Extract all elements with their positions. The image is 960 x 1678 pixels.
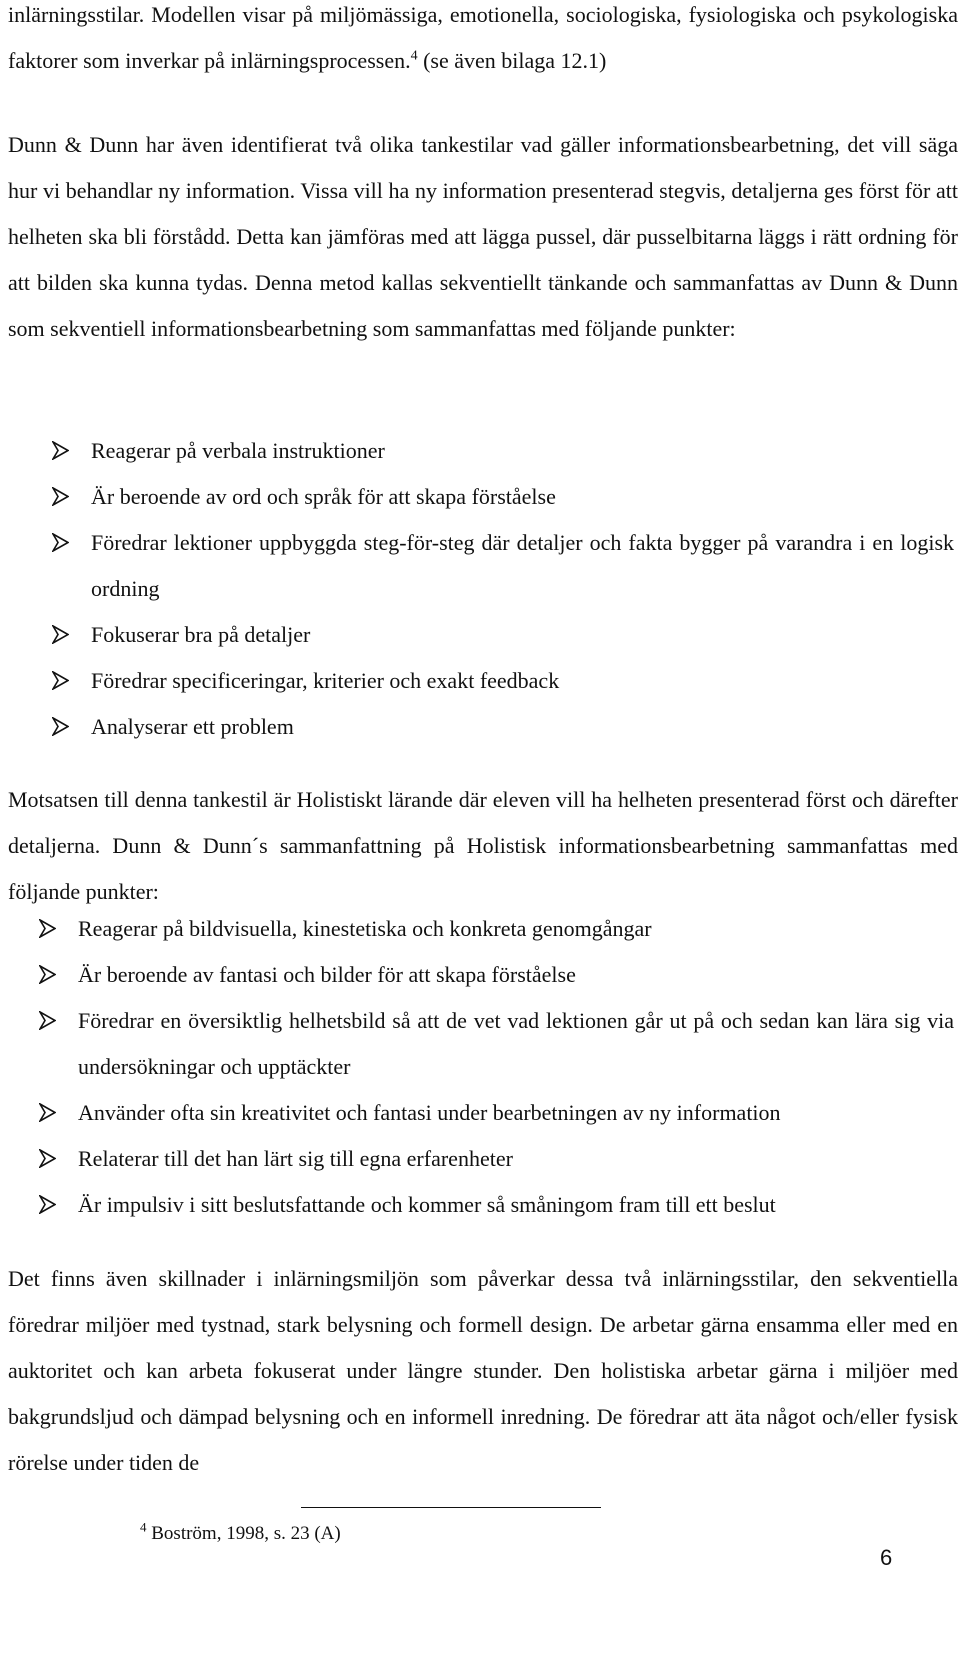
list-item-text: Är impulsiv i sitt beslutsfattande och kommer så småningom fram till ett beslut (78, 1192, 776, 1217)
list-item (0, 1182, 954, 1228)
arrowhead-bullet-icon (39, 1136, 63, 1182)
arrowhead-bullet-icon (52, 428, 76, 474)
list-item (0, 952, 954, 998)
footnote-separator (301, 1507, 601, 1508)
paragraph-2: Dunn & Dunn har även identifierat två olika tankestilar vad gäller informationsbearbetning, det vill säga hur vi behandlar ny information. Vissa vill ha ny information presenterad stegvis, detaljerna ges först för att helheten ska bli förstådd. Detta kan jämföras med att lägga pussel, där pusselbitarna läggs i rätt ordning för att bilden ska kunna tydas. Denna metod kallas sekventiellt tänkande och sammanfattas av Dunn & Dunn som sekventiell informationsbearbetning som sammanfattas med följande punkter: (8, 132, 958, 341)
list-item (0, 658, 954, 704)
arrowhead-bullet-icon (39, 952, 63, 998)
arrowhead-bullet-icon (52, 474, 76, 520)
list-item (0, 474, 954, 520)
arrowhead-bullet-icon (52, 704, 76, 750)
list-item (0, 998, 954, 1090)
arrowhead-bullet-icon (39, 1182, 63, 1228)
arrowhead-bullet-icon (39, 906, 63, 952)
arrowhead-bullet-icon (39, 1090, 63, 1136)
list-item-text: Fokuserar bra på detaljer (91, 622, 311, 647)
list-item-text: Reagerar på verbala instruktioner (91, 438, 385, 463)
list-item-text: Relaterar till det han lärt sig till egna erfarenheter (78, 1146, 513, 1171)
paragraph-3: Motsatsen till denna tankestil är Holistiskt lärande där eleven vill ha helheten presenterad först och därefter detaljerna. Dunn & Dunn´s sammanfattning på Holistisk informationsbearbetning sammanfattas med följande punkter: (8, 787, 958, 904)
holistic-processing-list (0, 906, 960, 1228)
arrowhead-bullet-icon (39, 998, 63, 1044)
sequential-processing-list (0, 428, 960, 750)
list-item (0, 704, 954, 750)
footnote-reference[interactable]: 4 (410, 48, 418, 64)
list-item-text: Är beroende av ord och språk för att skapa förståelse (91, 484, 556, 509)
list-item-text: Använder ofta sin kreativitet och fantasi under bearbetningen av ny information (78, 1100, 781, 1125)
arrowhead-bullet-icon (52, 520, 76, 566)
footnote-text: Boström, 1998, s. 23 (A) (151, 1523, 341, 1544)
footnote-marker: 4 (140, 1519, 147, 1535)
list-item (0, 428, 954, 474)
paragraph-1-text: inlärningsstilar. Modellen visar på miljömässiga, emotionella, sociologiska, fysiologiska och psykologiska faktorer som inverkar på inlärningsprocessen. (8, 2, 958, 73)
paragraph-1 (8, 0, 958, 84)
list-item (0, 906, 954, 952)
footnote (140, 1520, 341, 1548)
list-item-text: Reagerar på bildvisuella, kinestetiska och konkreta genomgångar (78, 916, 652, 941)
list-item-text: Föredrar specificeringar, kriterier och exakt feedback (91, 668, 560, 693)
list-item (0, 1136, 954, 1182)
list-item-text: Är beroende av fantasi och bilder för att skapa förståelse (78, 962, 576, 987)
list-item-text: Föredrar en översiktlig helhetsbild så att de vet vad lektionen går ut på och sedan kan lära sig via undersökningar och upptäckter (78, 1008, 954, 1079)
paragraph-4: Det finns även skillnader i inlärningsmiljön som påverkar dessa två inlärningsstilar, den sekventiella föredrar miljöer med tystnad, stark belysning och formell design. De arbetar gärna ensamma eller med en auktoritet och kan arbeta fokuserat under längre stunder. Den holistiska arbetar gärna i miljöer med bakgrundsljud och dämpad belysning och en informell inredning. De föredrar att äta något och/eller fysisk rörelse under tiden de (8, 1266, 958, 1475)
list-item-text: Analyserar ett problem (91, 714, 294, 739)
list-item (0, 1090, 954, 1136)
list-item-text: Föredrar lektioner uppbyggda steg-för-steg där detaljer och fakta bygger på varandra i en logisk ordning (91, 530, 954, 601)
arrowhead-bullet-icon (52, 612, 76, 658)
list-item (0, 612, 954, 658)
page-number: 6 (880, 1545, 893, 1570)
paragraph-1-appendix-note: (se även bilaga 12.1) (423, 48, 607, 73)
list-item (0, 520, 954, 612)
arrowhead-bullet-icon (52, 658, 76, 704)
